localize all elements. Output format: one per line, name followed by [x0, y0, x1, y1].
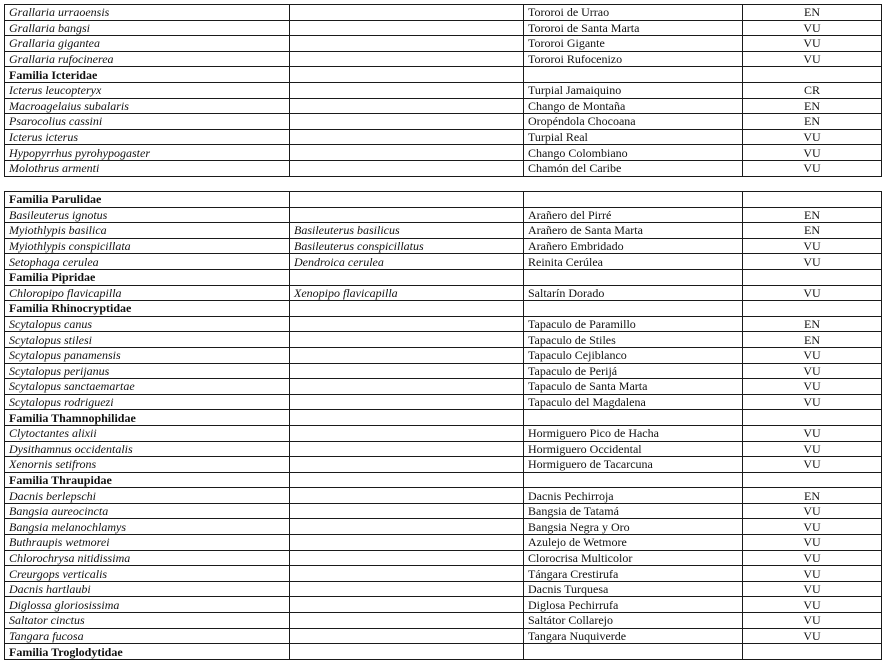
synonym-cell: [290, 207, 524, 223]
common-name-cell: Chamón del Caribe: [524, 160, 743, 176]
scientific-name-cell: Myiothlypis conspicillata: [5, 238, 290, 254]
threat-category-cell: [743, 192, 882, 208]
common-name-cell: Tapaculo de Perijá: [524, 363, 743, 379]
common-name-cell: Arañero de Santa Marta: [524, 223, 743, 239]
species-row: [5, 254, 882, 270]
threat-category-cell: VU: [743, 441, 882, 457]
scientific-name-cell: Buthraupis wetmorei: [5, 535, 290, 551]
threat-category-cell: EN: [743, 114, 882, 130]
threat-category-cell: VU: [743, 566, 882, 582]
species-row: [5, 36, 882, 52]
species-row: [5, 98, 882, 114]
family-header-row: [5, 269, 882, 285]
common-name-cell: Diglosa Pechirrufa: [524, 597, 743, 613]
species-row: [5, 160, 882, 176]
synonym-cell: [290, 129, 524, 145]
common-name-cell: [524, 269, 743, 285]
threat-category-cell: VU: [743, 597, 882, 613]
threat-category-cell: [743, 301, 882, 317]
scientific-name-cell: Myiothlypis basilica: [5, 223, 290, 239]
scientific-name-cell: Grallaria bangsi: [5, 20, 290, 36]
threat-category-cell: EN: [743, 488, 882, 504]
species-row: [5, 145, 882, 161]
threat-category-cell: EN: [743, 332, 882, 348]
family-header-row: [5, 410, 882, 426]
scientific-name-cell: Clytoctantes alixii: [5, 425, 290, 441]
synonym-cell: [290, 51, 524, 67]
synonym-cell: [290, 644, 524, 660]
scientific-name-cell: Scytalopus stilesi: [5, 332, 290, 348]
species-row: [5, 223, 882, 239]
scientific-name-cell: Psarocolius cassini: [5, 114, 290, 130]
common-name-cell: Tororoi Rufocenizo: [524, 51, 743, 67]
threat-category-cell: VU: [743, 51, 882, 67]
species-row: [5, 20, 882, 36]
common-name-cell: Turpial Real: [524, 129, 743, 145]
synonym-cell: [290, 410, 524, 426]
synonym-cell: [290, 441, 524, 457]
species-row: [5, 613, 882, 629]
common-name-cell: Arañero del Pirré: [524, 207, 743, 223]
scientific-name-cell: Dacnis berlepschi: [5, 488, 290, 504]
synonym-cell: [290, 488, 524, 504]
common-name-cell: Tángara Crestirufa: [524, 566, 743, 582]
synonym-cell: [290, 269, 524, 285]
species-row: [5, 316, 882, 332]
threat-category-cell: VU: [743, 379, 882, 395]
common-name-cell: Hormiguero de Tacarcuna: [524, 457, 743, 473]
threat-category-cell: EN: [743, 223, 882, 239]
species-row: [5, 441, 882, 457]
scientific-name-cell: Bangsia melanochlamys: [5, 519, 290, 535]
synonym-cell: Xenopipo flavicapilla: [290, 285, 524, 301]
scientific-name-cell: Grallaria gigantea: [5, 36, 290, 52]
species-row: [5, 581, 882, 597]
scientific-name-cell: Chlorochrysa nitidissima: [5, 550, 290, 566]
family-header-row: [5, 301, 882, 317]
scientific-name-cell: Dacnis hartlaubi: [5, 581, 290, 597]
synonym-cell: [290, 472, 524, 488]
synonym-cell: [290, 581, 524, 597]
threat-category-cell: [743, 269, 882, 285]
scientific-name-cell: Icterus leucopteryx: [5, 82, 290, 98]
species-row: [5, 488, 882, 504]
family-header-row: [5, 192, 882, 208]
threat-category-cell: VU: [743, 363, 882, 379]
species-table-bottom-body: [5, 192, 882, 660]
common-name-cell: Arañero Embridado: [524, 238, 743, 254]
threat-category-cell: VU: [743, 285, 882, 301]
family-name-cell: Familia Pipridae: [5, 269, 290, 285]
threat-category-cell: VU: [743, 503, 882, 519]
common-name-cell: Chango Colombiano: [524, 145, 743, 161]
synonym-cell: [290, 316, 524, 332]
synonym-cell: [290, 114, 524, 130]
threat-category-cell: VU: [743, 145, 882, 161]
species-row: [5, 129, 882, 145]
common-name-cell: Bangsia de Tatamá: [524, 503, 743, 519]
scientific-name-cell: Basileuterus ignotus: [5, 207, 290, 223]
species-row: [5, 51, 882, 67]
common-name-cell: Tororoi de Santa Marta: [524, 20, 743, 36]
common-name-cell: Chango de Montaña: [524, 98, 743, 114]
synonym-cell: Dendroica cerulea: [290, 254, 524, 270]
species-table-bottom: [4, 191, 882, 660]
species-row: [5, 503, 882, 519]
species-table-top-body: [5, 5, 882, 177]
scientific-name-cell: Grallaria rufocinerea: [5, 51, 290, 67]
synonym-cell: [290, 503, 524, 519]
threat-category-cell: [743, 472, 882, 488]
common-name-cell: Hormiguero Pico de Hacha: [524, 425, 743, 441]
scientific-name-cell: Scytalopus perijanus: [5, 363, 290, 379]
threat-category-cell: [743, 410, 882, 426]
common-name-cell: [524, 644, 743, 660]
threat-category-cell: VU: [743, 347, 882, 363]
synonym-cell: [290, 332, 524, 348]
threat-category-cell: EN: [743, 98, 882, 114]
family-name-cell: Familia Thraupidae: [5, 472, 290, 488]
threat-category-cell: [743, 67, 882, 83]
species-row: [5, 347, 882, 363]
synonym-cell: Basileuterus conspicillatus: [290, 238, 524, 254]
common-name-cell: Tororoi de Urrao: [524, 5, 743, 21]
common-name-cell: Tapaculo de Stiles: [524, 332, 743, 348]
synonym-cell: [290, 425, 524, 441]
synonym-cell: [290, 613, 524, 629]
synonym-cell: [290, 519, 524, 535]
species-row: [5, 597, 882, 613]
scientific-name-cell: Creurgops verticalis: [5, 566, 290, 582]
scientific-name-cell: Scytalopus sanctaemartae: [5, 379, 290, 395]
family-header-row: [5, 472, 882, 488]
scientific-name-cell: Scytalopus panamensis: [5, 347, 290, 363]
threat-category-cell: VU: [743, 550, 882, 566]
synonym-cell: [290, 301, 524, 317]
common-name-cell: Saltarín Dorado: [524, 285, 743, 301]
species-row: [5, 379, 882, 395]
common-name-cell: Dacnis Turquesa: [524, 581, 743, 597]
scientific-name-cell: Setophaga cerulea: [5, 254, 290, 270]
synonym-cell: [290, 379, 524, 395]
threat-category-cell: VU: [743, 36, 882, 52]
scientific-name-cell: Icterus icterus: [5, 129, 290, 145]
common-name-cell: Tapaculo de Paramillo: [524, 316, 743, 332]
threat-category-cell: VU: [743, 129, 882, 145]
threat-category-cell: VU: [743, 581, 882, 597]
synonym-cell: [290, 347, 524, 363]
synonym-cell: [290, 145, 524, 161]
species-row: [5, 363, 882, 379]
common-name-cell: Reinita Cerúlea: [524, 254, 743, 270]
synonym-cell: [290, 160, 524, 176]
common-name-cell: Dacnis Pechirroja: [524, 488, 743, 504]
scientific-name-cell: Grallaria urraoensis: [5, 5, 290, 21]
scientific-name-cell: Diglossa gloriosissima: [5, 597, 290, 613]
species-row: [5, 114, 882, 130]
species-row: [5, 5, 882, 21]
common-name-cell: Oropéndola Chocoana: [524, 114, 743, 130]
species-row: [5, 628, 882, 644]
species-table-top: [4, 4, 882, 177]
common-name-cell: Tapaculo de Santa Marta: [524, 379, 743, 395]
species-row: [5, 519, 882, 535]
common-name-cell: Tororoi Gigante: [524, 36, 743, 52]
scientific-name-cell: Xenornis setifrons: [5, 457, 290, 473]
synonym-cell: [290, 98, 524, 114]
threat-category-cell: [743, 644, 882, 660]
family-name-cell: Familia Thamnophilidae: [5, 410, 290, 426]
threat-category-cell: CR: [743, 82, 882, 98]
synonym-cell: [290, 5, 524, 21]
synonym-cell: Basileuterus basilicus: [290, 223, 524, 239]
threat-category-cell: VU: [743, 457, 882, 473]
threat-category-cell: VU: [743, 238, 882, 254]
threat-category-cell: VU: [743, 613, 882, 629]
species-row: [5, 535, 882, 551]
family-name-cell: Familia Troglodytidae: [5, 644, 290, 660]
species-row: [5, 82, 882, 98]
synonym-cell: [290, 394, 524, 410]
common-name-cell: Bangsia Negra y Oro: [524, 519, 743, 535]
family-header-row: [5, 644, 882, 660]
common-name-cell: Hormiguero Occidental: [524, 441, 743, 457]
synonym-cell: [290, 457, 524, 473]
common-name-cell: Turpial Jamaiquino: [524, 82, 743, 98]
synonym-cell: [290, 192, 524, 208]
synonym-cell: [290, 82, 524, 98]
synonym-cell: [290, 535, 524, 551]
threat-category-cell: VU: [743, 160, 882, 176]
species-row: [5, 457, 882, 473]
common-name-cell: [524, 410, 743, 426]
common-name-cell: [524, 67, 743, 83]
threat-category-cell: VU: [743, 425, 882, 441]
scientific-name-cell: Hypopyrrhus pyrohypogaster: [5, 145, 290, 161]
common-name-cell: [524, 472, 743, 488]
family-name-cell: Familia Parulidae: [5, 192, 290, 208]
scientific-name-cell: Dysithamnus occidentalis: [5, 441, 290, 457]
threat-category-cell: EN: [743, 316, 882, 332]
threat-category-cell: VU: [743, 519, 882, 535]
synonym-cell: [290, 20, 524, 36]
common-name-cell: Clorocrisa Multicolor: [524, 550, 743, 566]
species-row: [5, 238, 882, 254]
synonym-cell: [290, 628, 524, 644]
family-name-cell: Familia Icteridae: [5, 67, 290, 83]
species-row: [5, 566, 882, 582]
scientific-name-cell: Saltator cinctus: [5, 613, 290, 629]
family-name-cell: Familia Rhinocryptidae: [5, 301, 290, 317]
common-name-cell: Tangara Nuquiverde: [524, 628, 743, 644]
scientific-name-cell: Tangara fucosa: [5, 628, 290, 644]
scientific-name-cell: Scytalopus rodriguezi: [5, 394, 290, 410]
threat-category-cell: VU: [743, 20, 882, 36]
threat-category-cell: VU: [743, 394, 882, 410]
threat-category-cell: EN: [743, 5, 882, 21]
common-name-cell: [524, 301, 743, 317]
common-name-cell: Saltátor Collarejo: [524, 613, 743, 629]
synonym-cell: [290, 363, 524, 379]
synonym-cell: [290, 566, 524, 582]
common-name-cell: Tapaculo Cejiblanco: [524, 347, 743, 363]
species-row: [5, 394, 882, 410]
common-name-cell: Azulejo de Wetmore: [524, 535, 743, 551]
scientific-name-cell: Bangsia aureocincta: [5, 503, 290, 519]
synonym-cell: [290, 597, 524, 613]
species-row: [5, 550, 882, 566]
scientific-name-cell: Scytalopus canus: [5, 316, 290, 332]
threat-category-cell: VU: [743, 628, 882, 644]
threat-category-cell: VU: [743, 254, 882, 270]
family-header-row: [5, 67, 882, 83]
threat-category-cell: VU: [743, 535, 882, 551]
scientific-name-cell: Molothrus armenti: [5, 160, 290, 176]
species-row: [5, 207, 882, 223]
common-name-cell: Tapaculo del Magdalena: [524, 394, 743, 410]
synonym-cell: [290, 67, 524, 83]
synonym-cell: [290, 550, 524, 566]
species-row: [5, 332, 882, 348]
threat-category-cell: EN: [743, 207, 882, 223]
species-row: [5, 425, 882, 441]
common-name-cell: [524, 192, 743, 208]
species-row: [5, 285, 882, 301]
synonym-cell: [290, 36, 524, 52]
scientific-name-cell: Macroagelaius subalaris: [5, 98, 290, 114]
scientific-name-cell: Chloropipo flavicapilla: [5, 285, 290, 301]
